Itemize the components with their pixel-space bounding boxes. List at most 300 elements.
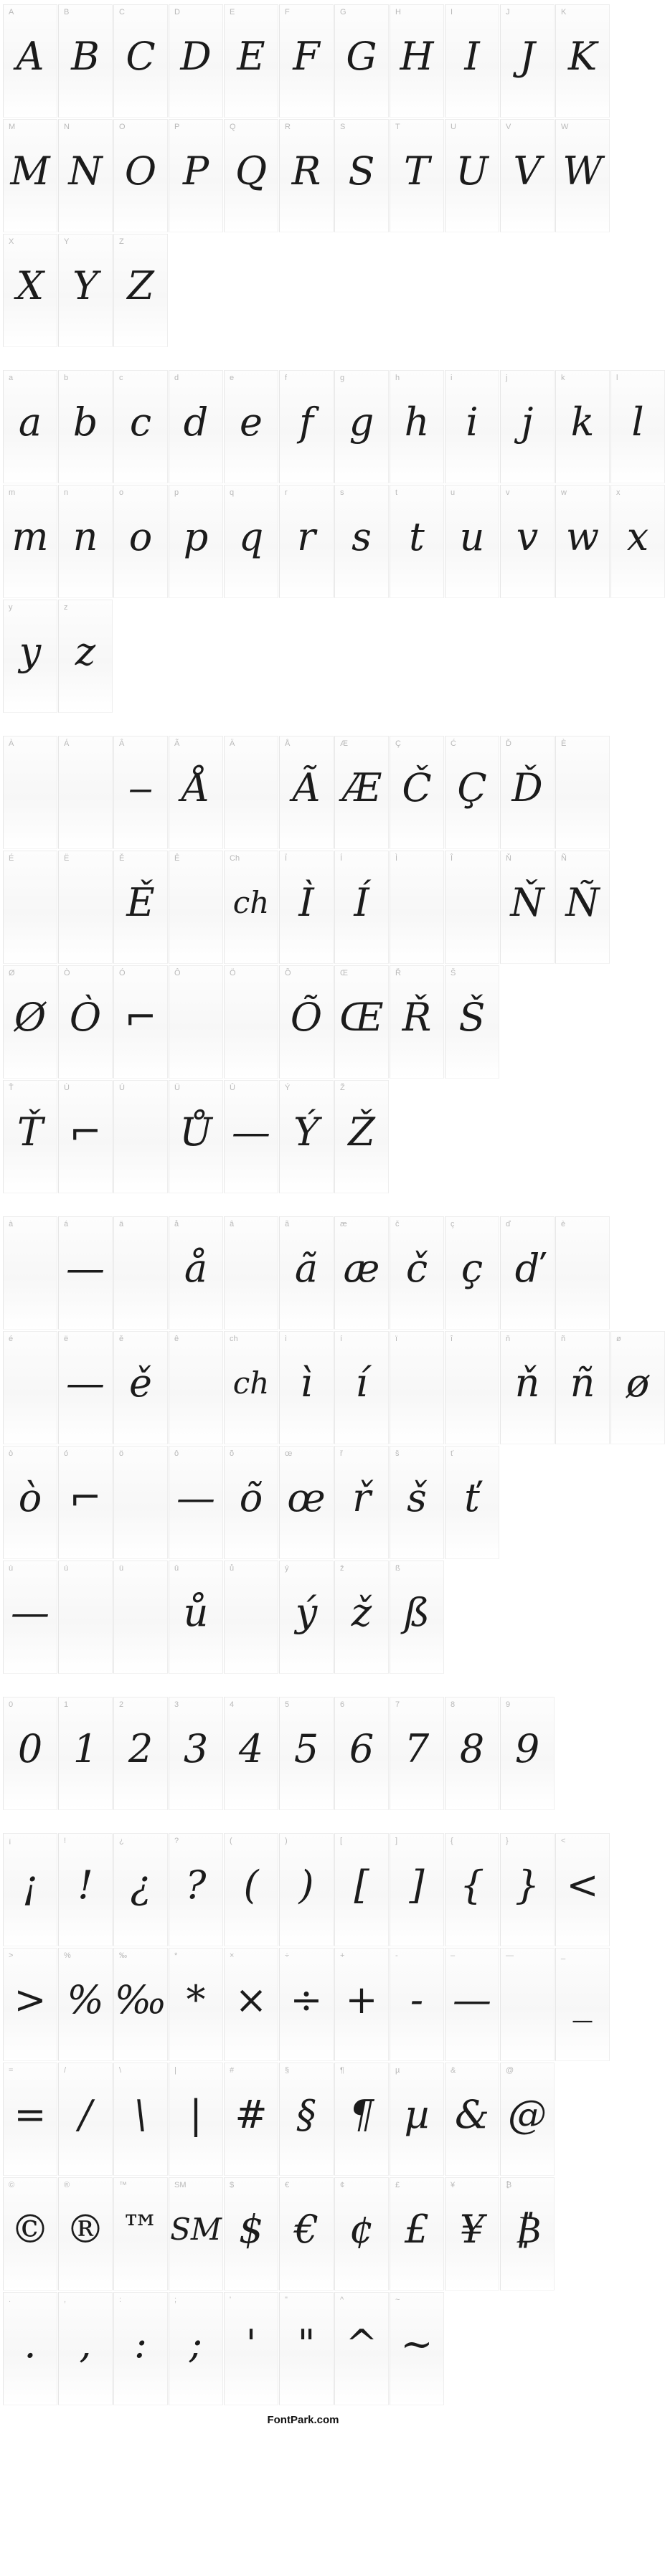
glyph-cell[interactable]: [58, 1446, 113, 1559]
glyph-cell[interactable]: [334, 736, 389, 849]
glyph-preview: ,: [79, 2321, 92, 2367]
glyph-cell[interactable]: [334, 4, 389, 118]
glyph-cell[interactable]: [279, 851, 334, 964]
glyph-preview: b: [72, 399, 98, 445]
glyph-cell[interactable]: [279, 119, 334, 232]
glyph-preview: Ø: [14, 995, 47, 1040]
glyph-code-label: S: [340, 123, 346, 131]
glyph-cell[interactable]: [390, 119, 444, 232]
glyph-cell[interactable]: [279, 1446, 334, 1559]
glyph-cell[interactable]: [279, 4, 334, 118]
glyph-code-label: {: [451, 1837, 453, 1845]
glyph-cell[interactable]: [555, 370, 610, 483]
glyph-cell[interactable]: [113, 1561, 168, 1674]
glyph-cell[interactable]: [224, 370, 278, 483]
glyph-cell[interactable]: [224, 2292, 278, 2405]
glyph-cell[interactable]: [58, 4, 113, 118]
glyph-cell[interactable]: [279, 1080, 334, 1193]
glyph-cell[interactable]: [113, 370, 168, 483]
glyph-preview: i: [466, 399, 478, 445]
glyph-preview: c: [129, 399, 152, 445]
glyph-cell[interactable]: [334, 370, 389, 483]
glyph-preview: l: [631, 399, 644, 445]
glyph-cell[interactable]: [58, 851, 113, 964]
glyph-cell[interactable]: [390, 736, 444, 849]
glyph-code-label: 9: [506, 1700, 511, 1709]
glyph-preview: ™: [121, 2207, 160, 2252]
glyph-cell[interactable]: [169, 1216, 223, 1330]
glyph-cell[interactable]: [58, 234, 113, 347]
glyph-preview: ç: [461, 1246, 484, 1291]
glyph-code-label: Á: [64, 739, 70, 748]
glyph-cell[interactable]: [445, 1446, 499, 1559]
glyph-cell[interactable]: [279, 485, 334, 598]
glyph-preview: +: [345, 1977, 378, 2022]
glyph-code-label: z: [64, 603, 68, 612]
glyph-code-label: $: [230, 2181, 235, 2189]
glyph-code-label: Ť: [9, 1084, 14, 1092]
glyph-preview: h: [404, 399, 430, 445]
glyph-cell[interactable]: [445, 736, 499, 849]
glyph-preview: Ů: [179, 1109, 212, 1155]
glyph-cell[interactable]: [3, 1216, 57, 1330]
glyph-cell[interactable]: [500, 736, 555, 849]
glyph-preview: Å: [181, 765, 210, 810]
glyph-preview: Ý: [293, 1109, 319, 1155]
glyph-code-label: ch: [230, 1335, 238, 1343]
glyph-cell[interactable]: [169, 1948, 223, 2061]
glyph-code-label: l: [616, 374, 618, 382]
glyph-cell[interactable]: [224, 965, 278, 1079]
glyph-code-label: U: [451, 123, 456, 131]
glyph-cell[interactable]: [113, 736, 168, 849]
glyph-cell[interactable]: [224, 1833, 278, 1946]
glyph-cell[interactable]: [279, 965, 334, 1079]
glyph-preview: ň: [514, 1360, 540, 1406]
glyph-cell[interactable]: [500, 1948, 555, 2061]
glyph-cell[interactable]: [224, 736, 278, 849]
glyph-cell[interactable]: [169, 2177, 223, 2291]
glyph-code-label: B: [64, 8, 70, 16]
glyph-cell[interactable]: [58, 1331, 113, 1444]
glyph-cell[interactable]: [334, 2063, 389, 2176]
glyph-code-label: î: [451, 1335, 453, 1343]
glyph-code-label: Ø: [9, 969, 15, 977]
glyph-cell[interactable]: [279, 1697, 334, 1810]
glyph-cell[interactable]: [334, 1080, 389, 1193]
glyph-code-label: w: [561, 488, 567, 497]
glyph-cell[interactable]: [445, 1697, 499, 1810]
glyph-cell[interactable]: [169, 370, 223, 483]
glyph-code-label: Ô: [174, 969, 181, 977]
glyph-cell[interactable]: [445, 965, 499, 1079]
glyph-cell[interactable]: [334, 1833, 389, 1946]
glyph-cell[interactable]: [334, 2177, 389, 2291]
glyph-cell[interactable]: [500, 851, 555, 964]
glyph-code-label: N: [64, 123, 70, 131]
glyph-code-label: c: [119, 374, 123, 382]
glyph-cell[interactable]: [390, 4, 444, 118]
glyph-cell[interactable]: [169, 2063, 223, 2176]
glyph-code-label: ä: [119, 1220, 124, 1228]
glyph-cell[interactable]: [3, 2177, 57, 2291]
glyph-cell[interactable]: [279, 1561, 334, 1674]
glyph-code-label: O: [119, 123, 126, 131]
glyph-code-label: ¶: [340, 2066, 344, 2075]
glyph-cell[interactable]: [224, 1080, 278, 1193]
glyph-cell[interactable]: [169, 4, 223, 118]
glyph-cell[interactable]: [445, 2177, 499, 2291]
glyph-cell[interactable]: [390, 965, 444, 1079]
glyph-code-label: !: [64, 1837, 67, 1845]
glyph-preview: -: [410, 1977, 424, 2022]
glyph-code-label: Õ: [285, 969, 291, 977]
glyph-code-label: k: [561, 374, 565, 382]
glyph-cell[interactable]: [500, 1331, 555, 1444]
glyph-cell[interactable]: [555, 1948, 610, 2061]
glyph-code-label: É: [9, 854, 14, 863]
glyph-cell[interactable]: [555, 119, 610, 232]
glyph-cell[interactable]: [169, 1697, 223, 1810]
glyph-cell[interactable]: [3, 736, 57, 849]
glyph-cell[interactable]: [3, 485, 57, 598]
glyph-cell[interactable]: [279, 370, 334, 483]
glyph-cell[interactable]: [390, 370, 444, 483]
glyph-code-label: o: [119, 488, 124, 497]
glyph-code-label: x: [616, 488, 621, 497]
glyph-cell[interactable]: [3, 119, 57, 232]
glyph-cell[interactable]: [445, 1833, 499, 1946]
glyph-cell[interactable]: [113, 1080, 168, 1193]
glyph-cell[interactable]: [445, 851, 499, 964]
glyph-cell[interactable]: [3, 1948, 57, 2061]
glyph-cell[interactable]: [58, 119, 113, 232]
glyph-cell[interactable]: [58, 600, 113, 713]
glyph-cell[interactable]: [390, 2063, 444, 2176]
glyph-cell[interactable]: [334, 1697, 389, 1810]
glyph-cell[interactable]: [58, 485, 113, 598]
glyph-cell[interactable]: [224, 485, 278, 598]
glyph-cell[interactable]: [555, 851, 610, 964]
glyph-cell[interactable]: [169, 1446, 223, 1559]
glyph-cell[interactable]: [3, 234, 57, 347]
glyph-cell[interactable]: [113, 119, 168, 232]
glyph-preview: >: [14, 1977, 47, 2022]
glyph-cell[interactable]: [500, 1833, 555, 1946]
glyph-preview: Ç: [457, 765, 487, 810]
glyph-preview: ¢: [349, 2207, 374, 2252]
glyph-cell[interactable]: [58, 1561, 113, 1674]
glyph-cell[interactable]: [3, 4, 57, 118]
glyph-cell[interactable]: [3, 1561, 57, 1674]
glyph-cell[interactable]: [3, 1697, 57, 1810]
glyph-preview: ů: [183, 1590, 209, 1635]
glyph-preview: t: [409, 514, 425, 559]
glyph-preview: ^: [345, 2321, 378, 2367]
glyph-cell[interactable]: [334, 2292, 389, 2405]
glyph-code-label: e: [230, 374, 235, 382]
glyph-code-label: T: [395, 123, 400, 131]
glyph-cell[interactable]: [169, 851, 223, 964]
glyph-code-label: ê: [174, 1335, 179, 1343]
glyph-cell[interactable]: [3, 965, 57, 1079]
glyph-cell[interactable]: [610, 1331, 665, 1444]
glyph-cell[interactable]: [224, 1216, 278, 1330]
glyph-preview: a: [18, 399, 42, 445]
glyph-cell[interactable]: [279, 1331, 334, 1444]
glyph-cell[interactable]: [58, 1080, 113, 1193]
glyph-code-label: ň: [506, 1335, 511, 1343]
glyph-code-label: Ã: [174, 739, 180, 748]
glyph-cell[interactable]: [279, 736, 334, 849]
glyph-preview: (: [243, 1862, 259, 1908]
glyph-code-label: õ: [230, 1449, 235, 1458]
glyph-code-label: }: [506, 1837, 509, 1845]
glyph-cell[interactable]: [113, 851, 168, 964]
glyph-cell[interactable]: [279, 2063, 334, 2176]
glyph-preview: ¶: [349, 2092, 374, 2137]
glyph-cell[interactable]: [224, 4, 278, 118]
glyph-code-label: ‰: [119, 1951, 127, 1960]
glyph-cell[interactable]: [58, 370, 113, 483]
glyph-cell[interactable]: [113, 2177, 168, 2291]
glyph-cell[interactable]: [445, 485, 499, 598]
glyph-code-label: F: [285, 8, 290, 16]
glyph-cell[interactable]: [334, 1446, 389, 1559]
glyph-cell[interactable]: [58, 2063, 113, 2176]
glyph-cell[interactable]: [334, 1561, 389, 1674]
glyph-cell[interactable]: [224, 851, 278, 964]
glyph-cell[interactable]: [113, 4, 168, 118]
glyph-cell[interactable]: [58, 736, 113, 849]
glyph-cell[interactable]: [113, 1446, 168, 1559]
glyph-cell[interactable]: [113, 1697, 168, 1810]
glyph-preview: K: [567, 34, 598, 79]
glyph-cell[interactable]: [390, 2177, 444, 2291]
glyph-preview: m: [11, 514, 49, 559]
glyph-cell[interactable]: [500, 1697, 555, 1810]
glyph-cell[interactable]: [113, 2292, 168, 2405]
glyph-code-label: ?: [174, 1837, 179, 1845]
glyph-code-label: t: [395, 488, 398, 497]
glyph-cell[interactable]: [555, 485, 610, 598]
glyph-cell[interactable]: [334, 1216, 389, 1330]
glyph-cell[interactable]: [445, 370, 499, 483]
glyph-preview: *: [186, 1977, 206, 2022]
glyph-cell[interactable]: [555, 1833, 610, 1946]
glyph-cell[interactable]: [390, 851, 444, 964]
glyph-preview: O: [124, 148, 157, 194]
glyph-cell[interactable]: [113, 485, 168, 598]
glyph-cell[interactable]: [445, 1331, 499, 1444]
glyph-code-label: Ch: [230, 854, 240, 863]
row-gap: [0, 1812, 606, 1833]
glyph-cell[interactable]: [224, 119, 278, 232]
glyph-code-label: :: [119, 2296, 122, 2304]
glyph-cell[interactable]: [169, 965, 223, 1079]
glyph-code-label: +: [340, 1951, 345, 1960]
glyph-cell[interactable]: [3, 1331, 57, 1444]
glyph-preview: d: [183, 399, 209, 445]
glyph-cell[interactable]: [113, 2063, 168, 2176]
glyph-cell[interactable]: [390, 2292, 444, 2405]
glyph-cell[interactable]: [3, 1080, 57, 1193]
glyph-preview: Æ: [341, 765, 382, 810]
glyph-preview: š: [407, 1475, 427, 1520]
glyph-cell[interactable]: [334, 851, 389, 964]
glyph-code-label: Ó: [119, 969, 126, 977]
glyph-preview: B: [71, 34, 100, 79]
glyph-cell[interactable]: [334, 965, 389, 1079]
glyph-cell[interactable]: [390, 1833, 444, 1946]
glyph-cell[interactable]: [610, 485, 665, 598]
glyph-cell[interactable]: [169, 1833, 223, 1946]
glyph-cell[interactable]: [445, 1948, 499, 2061]
glyph-cell[interactable]: [390, 1948, 444, 2061]
glyph-preview: |: [189, 2092, 203, 2137]
glyph-cell[interactable]: [500, 370, 555, 483]
glyph-preview: č: [405, 1246, 428, 1291]
glyph-code-label: Î: [451, 854, 453, 863]
glyph-cell[interactable]: [224, 1948, 278, 2061]
glyph-cell[interactable]: [113, 1948, 168, 2061]
glyph-cell[interactable]: [58, 2177, 113, 2291]
glyph-cell[interactable]: [334, 1331, 389, 1444]
glyph-cell[interactable]: [390, 485, 444, 598]
glyph-cell[interactable]: [58, 1697, 113, 1810]
glyph-code-label: Ř: [395, 969, 401, 977]
glyph-cell[interactable]: [390, 1561, 444, 1674]
glyph-code-label: R: [285, 123, 291, 131]
glyph-code-label: £: [395, 2181, 400, 2189]
glyph-cell[interactable]: [113, 1331, 168, 1444]
glyph-cell[interactable]: [3, 2063, 57, 2176]
glyph-cell[interactable]: [3, 1446, 57, 1559]
glyph-cell[interactable]: [279, 1948, 334, 2061]
glyph-code-label: H: [395, 8, 401, 16]
glyph-preview: Ě: [126, 880, 155, 925]
glyph-code-label: ť: [451, 1449, 454, 1458]
glyph-cell[interactable]: [445, 119, 499, 232]
glyph-cell[interactable]: [555, 1331, 610, 1444]
glyph-cell[interactable]: [58, 1216, 113, 1330]
glyph-cell[interactable]: [390, 1446, 444, 1559]
glyph-code-label: P: [174, 123, 180, 131]
glyph-cell[interactable]: [169, 736, 223, 849]
glyph-cell[interactable]: [224, 1446, 278, 1559]
glyph-cell[interactable]: [169, 485, 223, 598]
glyph-row: [0, 485, 649, 598]
glyph-preview: p: [183, 514, 209, 559]
glyph-cell[interactable]: [555, 4, 610, 118]
glyph-cell[interactable]: [279, 1216, 334, 1330]
glyph-cell[interactable]: [224, 1561, 278, 1674]
glyph-cell[interactable]: [500, 119, 555, 232]
glyph-code-label: %: [64, 1951, 71, 1960]
glyph-cell[interactable]: [3, 370, 57, 483]
glyph-code-label: ": [285, 2296, 288, 2304]
glyph-preview: S: [348, 148, 375, 194]
glyph-cell[interactable]: [169, 1331, 223, 1444]
glyph-cell[interactable]: [500, 485, 555, 598]
glyph-cell[interactable]: [500, 2063, 555, 2176]
glyph-cell[interactable]: [610, 370, 665, 483]
glyph-preview: &: [454, 2092, 490, 2137]
glyph-cell[interactable]: [224, 1331, 278, 1444]
glyph-cell[interactable]: [390, 1331, 444, 1444]
glyph-cell[interactable]: [58, 1833, 113, 1946]
glyph-preview: E: [237, 34, 265, 79]
glyph-row: [0, 4, 606, 118]
glyph-code-label: i: [451, 374, 453, 382]
glyph-cell[interactable]: [3, 1833, 57, 1946]
glyph-cell[interactable]: [390, 1216, 444, 1330]
glyph-cell[interactable]: [279, 2292, 334, 2405]
glyph-cell[interactable]: [555, 736, 610, 849]
glyph-code-label: 7: [395, 1700, 400, 1709]
glyph-cell[interactable]: [224, 2177, 278, 2291]
glyph-code-label: E: [230, 8, 235, 16]
glyph-cell[interactable]: [334, 1948, 389, 2061]
glyph-cell[interactable]: [169, 119, 223, 232]
glyph-cell[interactable]: [113, 1216, 168, 1330]
glyph-code-label: /: [64, 2066, 67, 2075]
glyph-code-label: à: [9, 1220, 14, 1228]
glyph-cell[interactable]: [113, 965, 168, 1079]
glyph-cell[interactable]: [169, 2292, 223, 2405]
glyph-row: [0, 2177, 606, 2291]
glyph-cell[interactable]: [3, 851, 57, 964]
glyph-code-label: ě: [119, 1335, 124, 1343]
glyph-cell[interactable]: [555, 1216, 610, 1330]
glyph-code-label: Z: [119, 237, 124, 246]
glyph-cell[interactable]: [279, 1833, 334, 1946]
glyph-cell[interactable]: [224, 2063, 278, 2176]
glyph-cell[interactable]: [169, 1080, 223, 1193]
glyph-cell[interactable]: [58, 2292, 113, 2405]
glyph-cell[interactable]: [500, 4, 555, 118]
glyph-preview: ¡: [22, 1862, 38, 1908]
glyph-cell[interactable]: [224, 1697, 278, 1810]
glyph-cell[interactable]: [334, 485, 389, 598]
glyph-code-label: ': [230, 2296, 232, 2304]
glyph-cell[interactable]: [445, 4, 499, 118]
glyph-cell[interactable]: [113, 234, 168, 347]
glyph-cell[interactable]: [500, 1216, 555, 1330]
glyph-cell[interactable]: [58, 1948, 113, 2061]
glyph-cell[interactable]: [279, 2177, 334, 2291]
glyph-cell[interactable]: [500, 2177, 555, 2291]
glyph-code-label: r: [285, 488, 288, 497]
glyph-cell[interactable]: [58, 965, 113, 1079]
glyph-cell[interactable]: [445, 1216, 499, 1330]
glyph-preview: ': [245, 2321, 257, 2367]
glyph-cell[interactable]: [445, 2063, 499, 2176]
glyph-cell[interactable]: [334, 119, 389, 232]
glyph-cell[interactable]: [390, 1697, 444, 1810]
glyph-code-label: ×: [230, 1951, 235, 1960]
glyph-code-label: -: [395, 1951, 398, 1960]
glyph-preview: Ã: [292, 765, 321, 810]
glyph-code-label: ): [285, 1837, 288, 1845]
glyph-cell[interactable]: [3, 600, 57, 713]
glyph-cell[interactable]: [113, 1833, 168, 1946]
glyph-preview: ě: [129, 1360, 152, 1406]
glyph-cell[interactable]: [169, 1561, 223, 1674]
glyph-code-label: .: [9, 2296, 11, 2304]
glyph-cell[interactable]: [3, 2292, 57, 2405]
glyph-row: [0, 1216, 606, 1330]
